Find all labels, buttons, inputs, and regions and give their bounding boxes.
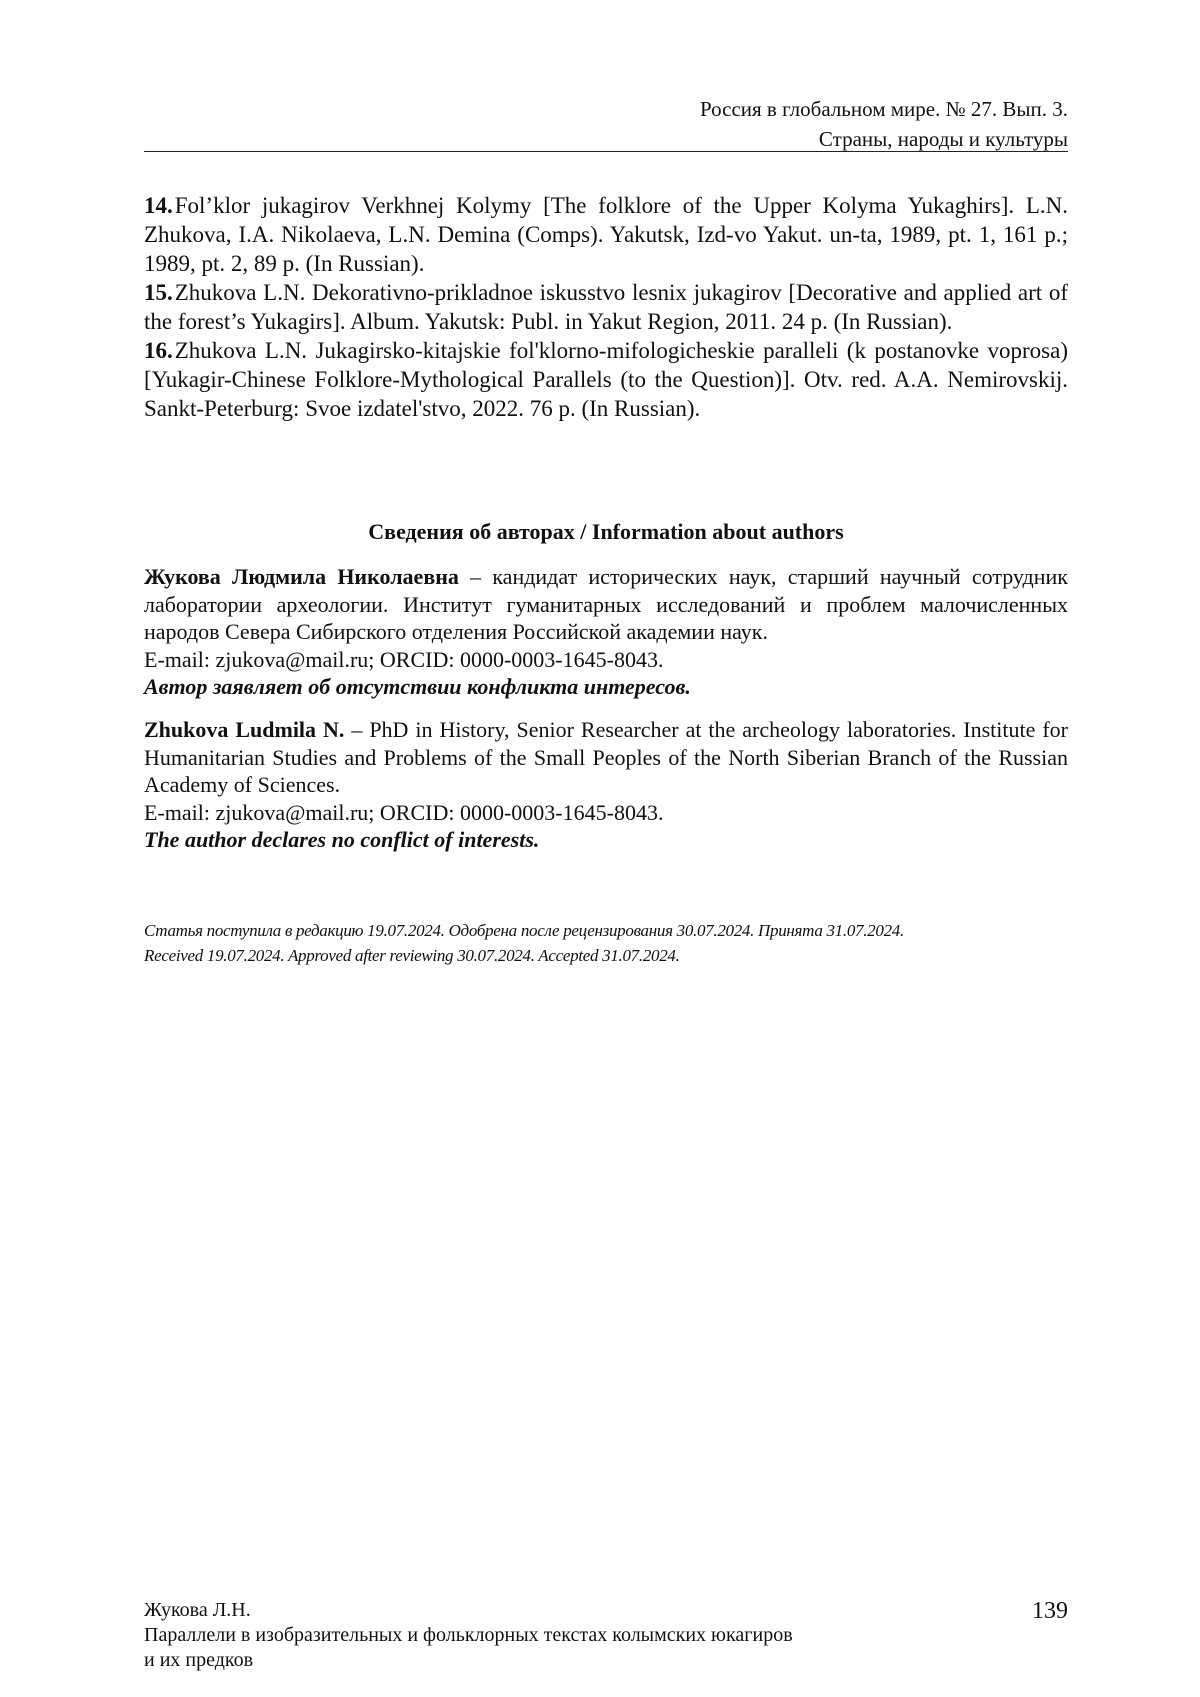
author-info-en [144, 716, 1068, 854]
author-bio [144, 716, 1068, 799]
running-footer [144, 1598, 904, 1673]
header-divider [144, 151, 1068, 152]
journal-title: Россия в глобальном мире. № 27. Вып. 3. [699, 97, 1068, 121]
author-description: – PhD in History, Senior Researcher at the archeology laboratories. Institute for Humanitarian Studies and Problems of the Small Peoples of the North Siberian Branch of the Russian Academy of Sciences. [144, 717, 1068, 797]
author-contact: E-mail: zjukova@mail.ru; ORCID: 0000-0003-1645-8043. [144, 646, 664, 672]
author-description: – кандидат исторических наук, старший научный сотрудник лаборатории археологии. Институт гуманитарных исследований и проблем малочисленных народов Севера Сибирского отделения Российской академии наук. [144, 564, 1068, 644]
conflict-statement: The author declares no conflict of interests. [144, 827, 540, 852]
reference-item [144, 191, 1068, 278]
dates-en: Received 19.07.2024. Approved after reviewing 30.07.2024. Accepted 31.07.2024. [144, 946, 680, 965]
page-number: 139 [1032, 1598, 1068, 1624]
article-dates [144, 918, 1068, 968]
reference-text: Fol’klor jukagirov Verkhnej Kolymy [The folklore of the Upper Kolyma Yukaghirs]. L.N. Zhukova, I.A. Nikolaeva, L.N. Demina (Comps). Yakutsk, Izd-vo Yakut. un-ta, 1989, pt. 1, 161 p.; 1989, pt. 2, 89 p. (In Russian). [144, 193, 1068, 276]
reference-item [144, 278, 1068, 336]
running-header [144, 94, 1068, 154]
footer-article-title: Параллели в изобразительных и фольклорных текстах колымских юкагиров [144, 1624, 793, 1646]
dates-ru: Статья поступила в редакцию 19.07.2024. Одобрена после рецензирования 30.07.2024. Принята 31.07.2024. [144, 921, 904, 940]
footer-author: Жукова Л.Н. [144, 1599, 251, 1621]
conflict-statement: Автор заявляет об отсутствии конфликта интересов. [144, 674, 691, 699]
reference-text: Zhukova L.N. Dekorativno-prikladnoe iskusstvo lesnix jukagirov [Decorative and applied art of the forest’s Yukagirs]. Album. Yakutsk: Publ. in Yakut Region, 2011. 24 p. (In Russian). [144, 280, 1068, 334]
author-bio [144, 563, 1068, 646]
reference-item [144, 336, 1068, 423]
reference-text: Zhukova L.N. Jukagirsko-kitajskie fol'klorno-mifologicheskie paralleli (k postanovke voprosa) [Yukagir-Chinese Folklore-Mythological Parallels (to the Question)]. Otv. red. A.A. Nemirovskij. Sankt-Peterburg: Svoe izdatel'stvo, 2022. 76 p. (In Russian). [144, 338, 1068, 421]
authors-section-title: Сведения об авторах / Information about authors [368, 519, 844, 544]
author-name: Жукова Людмила Николаевна [144, 564, 459, 589]
journal-section: Страны, народы и культуры [818, 127, 1068, 151]
reference-number: 14. [144, 193, 173, 218]
reference-number: 15. [144, 280, 173, 305]
reference-number: 16. [144, 338, 173, 363]
footer-article-title-cont: и их предков [144, 1649, 254, 1671]
author-info-ru [144, 563, 1068, 701]
reference-list [144, 191, 1068, 423]
author-name: Zhukova Ludmila N. [144, 717, 345, 742]
author-contact: E-mail: zjukova@mail.ru; ORCID: 0000-0003-1645-8043. [144, 799, 664, 825]
